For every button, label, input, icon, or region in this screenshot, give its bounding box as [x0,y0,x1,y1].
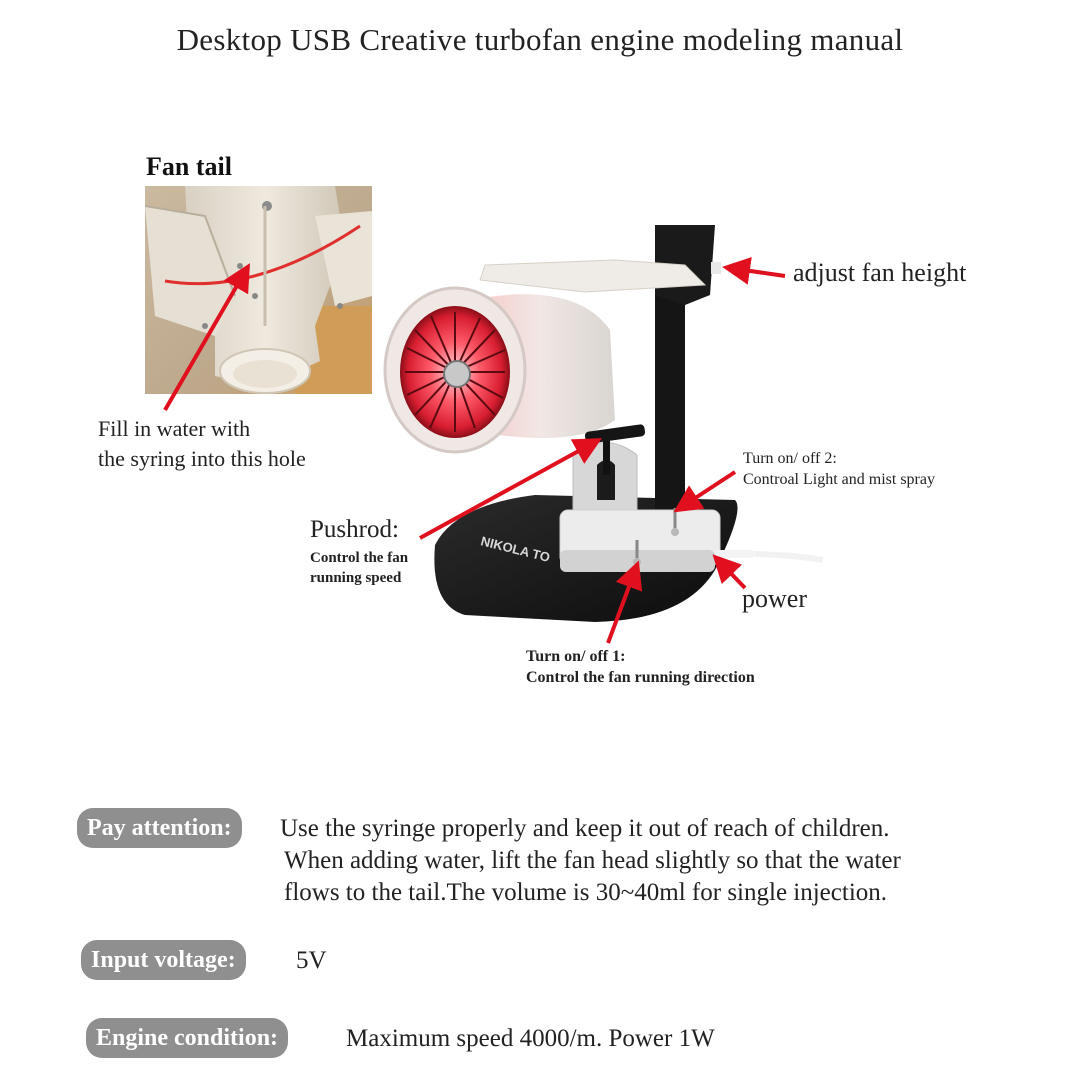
switch1-line1: Turn on/ off 1: [526,648,626,665]
fan-tail-heading: Fan tail [146,152,232,181]
page-title: Desktop USB Creative turbofan engine modeling manual [176,22,904,57]
pushrod-description [310,548,408,588]
attention-line2: When adding water, lift the fan head slightly so that the water [284,847,901,874]
switch2-callout [743,448,935,490]
pushrod-line2: running speed [310,570,402,586]
attention-text [280,813,901,909]
engine-condition-badge: Engine condition: [86,1018,288,1058]
pushrod-line1: Control the fan [310,550,409,566]
fill-water-line1: Fill in water with [98,416,251,441]
attention-badge: Pay attention: [77,808,242,848]
fill-water-callout [98,414,306,474]
switch2-line2: Controal Light and mist spray [743,471,935,488]
voltage-value: 5V [296,947,327,974]
voltage-badge: Input voltage: [81,940,246,980]
power-callout: power [742,584,807,613]
engine-condition-value: Maximum speed 4000/m. Power 1W [346,1025,715,1052]
fan-tail-photo [145,186,372,394]
switch2-line1: Turn on/ off 2: [743,450,837,467]
attention-line3: flows to the tail.The volume is 30~40ml for single injection. [284,879,888,906]
pushrod-title: Pushrod: [310,516,399,543]
base-brand-text: NIKOLA TO [479,533,552,566]
turbofan-product-illustration [375,210,825,630]
switch1-line2: Control the fan running direction [526,669,755,686]
switch1-callout [526,646,755,688]
adjust-height-callout: adjust fan height [793,258,967,287]
fill-water-line2: the syring into this hole [98,446,306,471]
attention-line1: Use the syringe properly and keep it out of reach of children. [280,815,890,842]
